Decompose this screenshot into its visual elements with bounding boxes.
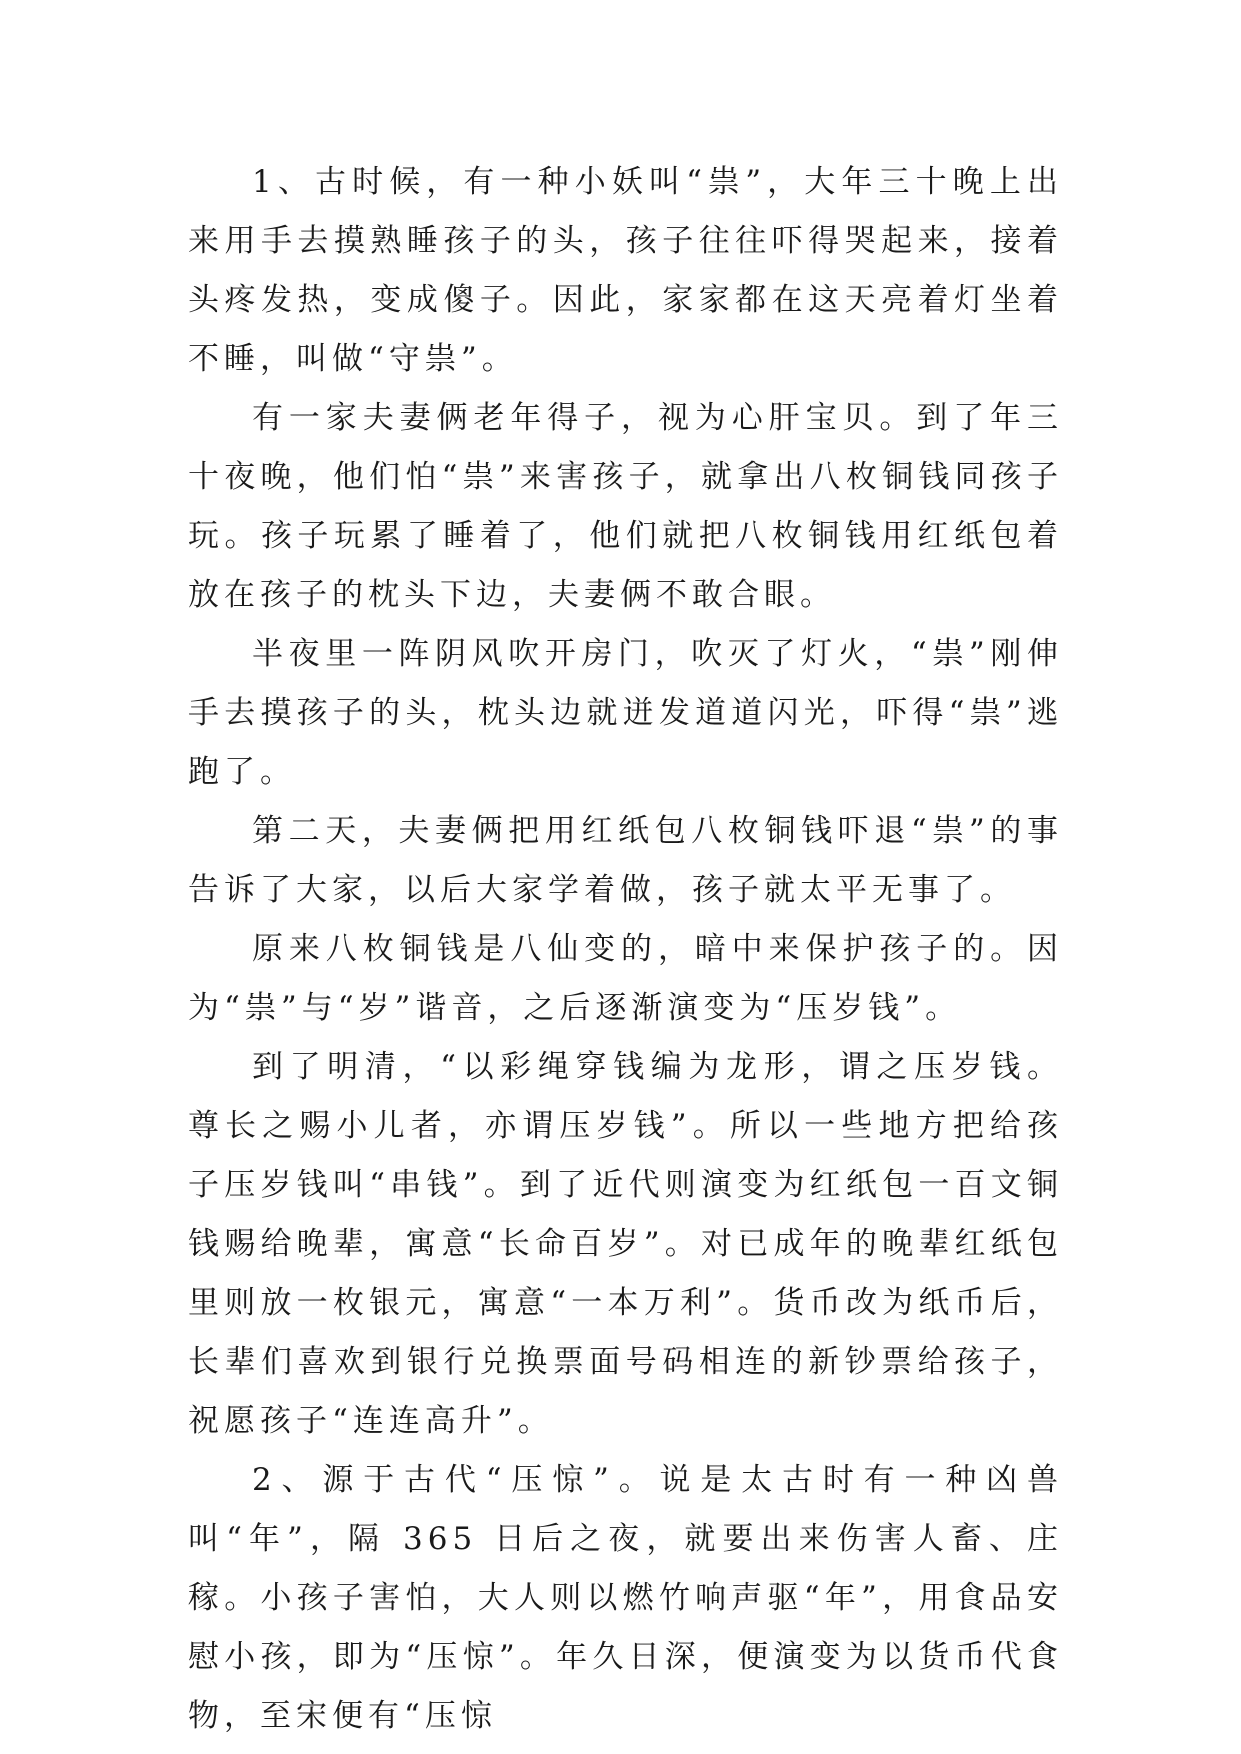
paragraph-6: 到了明清，“以彩绳穿钱编为龙形，谓之压岁钱。尊长之赐小儿者，亦谓压岁钱”。所以一些地方把给孩子压岁钱叫“串钱”。到了近代则演变为红纸包一百文铜钱赐给晚辈，寓意“长命百岁”。对已成年的晚辈红纸包里则放一枚银元，寓意“一本万利”。货币改为纸币后，长辈们喜欢到银行兑换票面号码相连的新钞票给孩子，祝愿孩子“连连高升”。 [188, 1049, 1063, 1439]
paragraph-3: 半夜里一阵阴风吹开房门，吹灭了灯火，“祟”刚伸手去摸孩子的头，枕头边就迸发道道闪光，吓得“祟”逃跑了。 [188, 636, 1063, 790]
paragraph-2: 有一家夫妻俩老年得子，视为心肝宝贝。到了年三十夜晚，他们怕“祟”来害孩子，就拿出八枚铜钱同孩子玩。孩子玩累了睡着了，他们就把八枚铜钱用红纸包着放在孩子的枕头下边，夫妻俩不敢合眼。 [188, 400, 1063, 613]
paragraph-4: 第二天，夫妻俩把用红纸包八枚铜钱吓退“祟”的事告诉了大家，以后大家学着做，孩子就太平无事了。 [188, 813, 1063, 908]
document-body [188, 153, 1063, 1746]
paragraph-7: 2、源于古代“压惊”。说是太古时有一种凶兽叫“年”，隔 365 日后之夜，就要出来伤害人畜、庄稼。小孩子害怕，大人则以燃竹响声驱“年”，用食品安慰小孩，即为“压惊”。年久日深，便演变为以货币代食物，至宋便有“压惊 [188, 1462, 1063, 1734]
paragraph-1: 1、古时候，有一种小妖叫“祟”，大年三十晚上出来用手去摸熟睡孩子的头，孩子往往吓得哭起来，接着头疼发热，变成傻子。因此，家家都在这天亮着灯坐着不睡，叫做“守祟”。 [188, 164, 1063, 377]
paragraph-5: 原来八枚铜钱是八仙变的，暗中来保护孩子的。因为“祟”与“岁”谐音，之后逐渐演变为“压岁钱”。 [188, 931, 1063, 1026]
